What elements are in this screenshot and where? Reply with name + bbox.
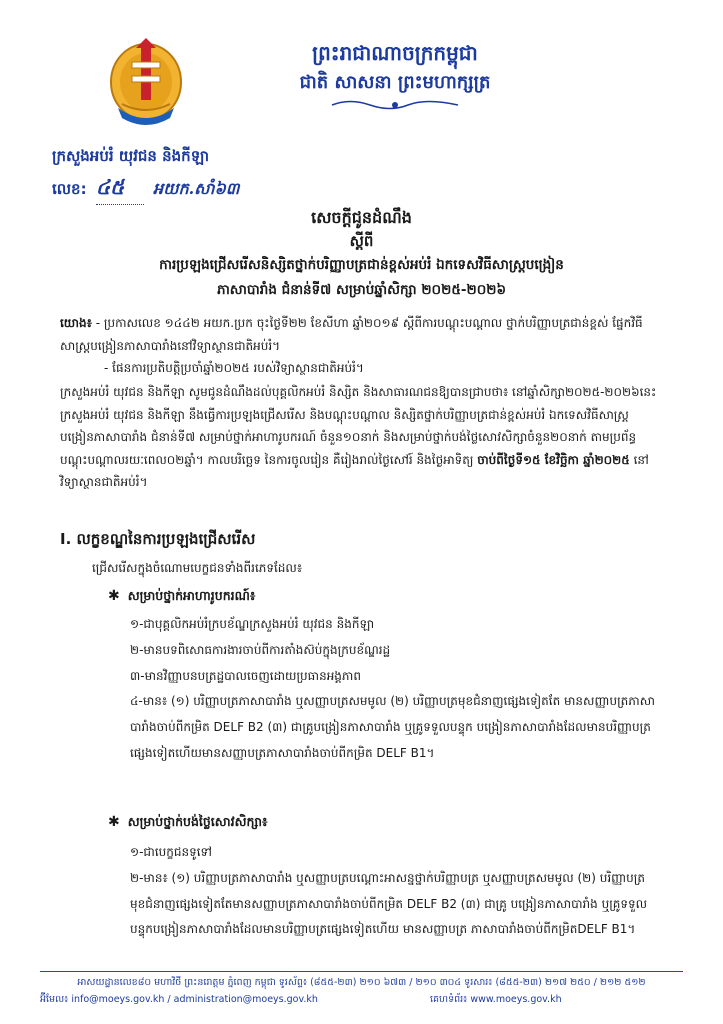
scholarship-list (130, 612, 660, 767)
body-paragraph (60, 381, 660, 494)
bullet-icon: ✱ (108, 814, 120, 830)
list-item: ២-មាន៖ (១) បរិញ្ញាបត្រភាសាបារាំង ឬសញ្ញាបត្របណ្តោះអាសន្នថ្នាក់បរិញ្ញាបត្រ ឬសញ្ញាបត្រសមមូល (២) បរិញ្ញាបត្រមុខជំនាញផ្សេងទៀតតែមានសញ្ញាបត្រភាសាបារាំងចាប់ពីកម្រិត DELF B2 (៣) ជាគ្រូ បង្រៀនភាសាបារាំង ឬគ្រូទទួលបន្ទុកបង្រៀនភាសាបារាំងដែលមានបរិញ្ញាបត្រផ្សេងទៀតហើយ មានសញ្ញាបត្រ ភាសាបារាំងចាប់ពីកម្រិតDELF B1។ (130, 870, 648, 937)
body-tail: នៅវិទ្យាស្ថានជាតិអប់រំ។ (60, 452, 649, 489)
national-motto: ជាតិ សាសនា ព្រះមហាក្សត្រ (299, 72, 491, 93)
footer-contacts (40, 993, 683, 1007)
ref-label: លេខ: (52, 180, 87, 198)
section-intro: ជ្រើសរើសក្នុងចំណោមបេក្ខជនទាំងពីរភេទដែល៖ (92, 561, 303, 575)
list-item: ១-ជាបុគ្គលិកអប់រំក្របខ័ណ្ឌក្រសួងអប់រំ យុវជន និងកីឡា (130, 617, 375, 631)
references-heading: យោង៖ (60, 316, 92, 330)
footer-divider (40, 971, 683, 972)
fee-list (130, 840, 660, 943)
footer-website[interactable]: គេហទំព័រ៖ www.moeys.gov.kh (430, 994, 562, 1005)
list-item: ២-មានបទពិសោធការងារចាប់ពីការតាំងស៊ប់ក្នុងក្របខ័ណ្ឌរដ្ឋ (130, 642, 391, 657)
list-item: ១-ជាបេក្ខជនទូទៅ (130, 845, 212, 859)
ref-number: ៤៥ (95, 175, 125, 199)
start-date: ចាប់ពីថ្ងៃទី១៥ ខែវិច្ឆិកា ឆ្នាំ២០២៥ (477, 452, 630, 467)
ornament-divider (330, 98, 460, 112)
list-item: ៤-មាន៖ (១) បរិញ្ញាបត្រភាសាបារាំង ឬសញ្ញាបត្រសមមូល (២) បរិញ្ញាបត្រមុខជំនាញផ្សេងទៀតតែ មានសញ្ញាបត្រភាសាបារាំងចាប់ពីកម្រិត DELF B2 (៣) ជាគ្រូបង្រៀនភាសាបារាំង ឬគ្រូទទួលបន្ទុក បង្រៀនភាសាបារាំងដែលមានបរិញ្ញាបត្រផ្សេងទៀតហើយមានសញ្ញាបត្រភាសាបារាំងចាប់ពីកម្រិត DELF B1។ (130, 694, 655, 760)
kingdom-title: ព្រះរាជាណាចក្រកម្ពុជា (312, 41, 478, 65)
reference-item: - ប្រកាសលេខ ១៤៤២ អយក.ប្រក ចុះថ្ងៃទី២២ ខែសីហា ឆ្នាំ២០១៩ ស្តីពីការបណ្តុះបណ្តាល ថ្នាក់បរិញ្ញាបត្រជាន់ខ្ពស់ ផ្នែកវិធីសាស្ត្របង្រៀនភាសាបារាំងនៅវិទ្យាស្ថានជាតិអប់រំ។ (60, 316, 643, 353)
ministry-emblem (108, 38, 184, 130)
subject-line-2: ភាសាបារាំង ជំនាន់ទី៧ សម្រាប់ឆ្នាំសិក្សា ២០២៥-២០២៦ (216, 282, 507, 298)
section-heading: I. លក្ខខណ្ឌនៃការប្រឡងជ្រើសរើស (60, 530, 256, 548)
reference-item: - ផែនការប្រតិបត្តិប្រចាំឆ្នាំ២០២៥ របស់វិទ្យាស្ថានជាតិអប់រំ។ (104, 361, 364, 375)
ref-suffix: អយក.សាំ៦៣ (153, 179, 240, 198)
notice-about: ស្តីពី (349, 232, 374, 250)
fee-subheading: ✱ សម្រាប់ថ្នាក់បង់ថ្លៃសោវសិក្សា៖ (108, 814, 268, 830)
ministry-name: ក្រសួងអប់រំ យុវជន និងកីឡា (52, 147, 210, 165)
subject-line-1: ការប្រឡងជ្រើសរើសនិស្សិតថ្នាក់បរិញ្ញាបត្រជាន់ខ្ពស់អប់រំ ឯកទេសវិធីសាស្ត្របង្រៀន (159, 257, 564, 273)
notice-title: សេចក្តីជូនដំណឹង (311, 208, 412, 227)
reference-number (52, 174, 239, 205)
scholarship-subheading: ✱ សម្រាប់ថ្នាក់អាហារូបករណ៍៖ (108, 588, 256, 604)
notice-subject (60, 253, 663, 303)
body-text: ក្រសួងអប់រំ យុវជន និងកីឡា សូមជូនដំណឹងដល់បុគ្គលិកអប់រំ និស្សិត និងសាធារណជនឱ្យបានជ្រាបថា៖ នៅឆ្នាំសិក្សា២០២៥-២០២៦នេះ ក្រសួងអប់រំ យុវជន និងកីឡា នឹងធ្វើការប្រឡងជ្រើសរើស និងបណ្តុះបណ្តាល និស្សិតថ្នាក់បរិញ្ញាបត្រជាន់ខ្ពស់អប់រំ ឯកទេសវិធីសាស្ត្របង្រៀនភាសាបារាំង ជំនាន់ទី៧ សម្រាប់ថ្នាក់អាហារូបករណ៍ ចំនួន១០នាក់ និងសម្រាប់ថ្នាក់បង់ថ្លៃសោវសិក្សាចំនួន២០នាក់ តាមប្រព័ន្ធបណ្តុះបណ្តាលរយៈពេល០២ឆ្នាំ។ កាលបរិច្ឆេទ នៃការចូលរៀន គឺរៀងរាល់ថ្ងៃសៅរ៍ និងថ្ងៃអាទិត្យ (60, 385, 657, 467)
references-block (60, 312, 660, 380)
list-item: ៣-មានវិញ្ញាបនបត្រដ្ឋបាលចេញដោយប្រធានអង្គភាព (130, 668, 361, 683)
bullet-icon: ✱ (108, 588, 120, 604)
footer-address: អាសយដ្ឋានលេខ៨០ មហាវិថី ព្រះនរោត្តម ភ្នំពេញ កម្ពុជា ទូរស័ព្ទ៖ (៨៥៥-២៣) ២១០ ៦៧៣ / ២១០ ៣០៤ ទូរសារ៖ (៨៥៥-២៣) ២១៧ ២៥០ / ២១២ ៥១២ (77, 977, 646, 988)
footer-email[interactable]: អ៊ីមែល៖ info@moeys.gov.kh / administration@moeys.gov.kh (40, 994, 318, 1005)
